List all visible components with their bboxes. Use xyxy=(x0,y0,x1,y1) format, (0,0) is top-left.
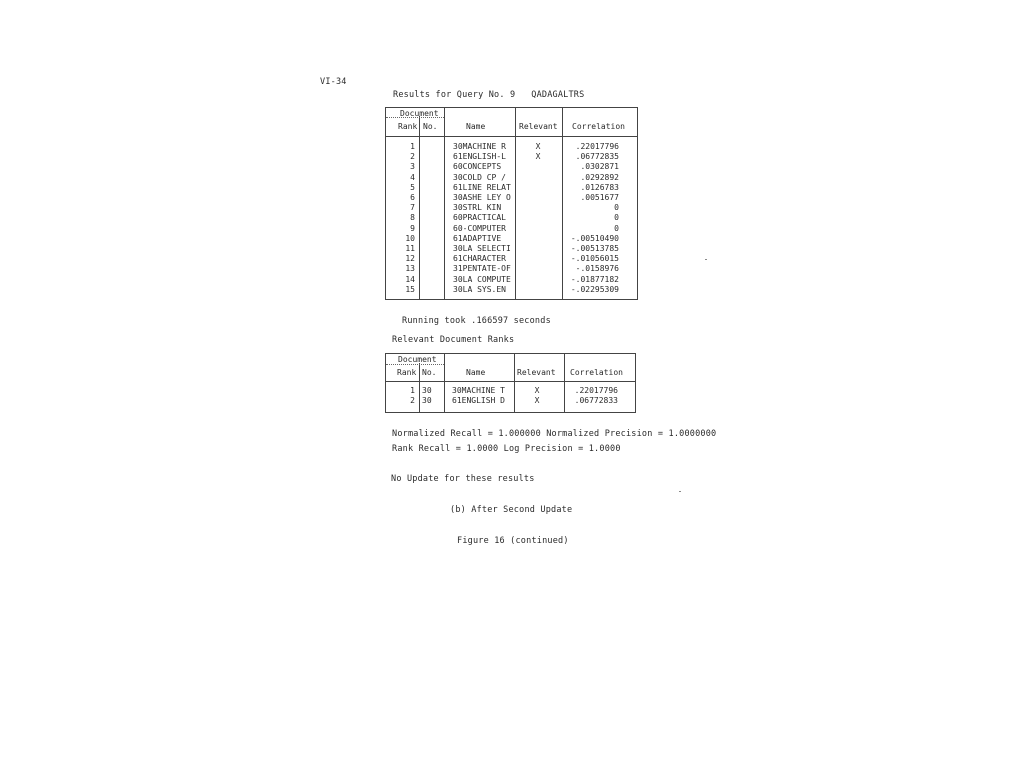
row-correlation: .22017796 xyxy=(574,386,618,395)
header-rank: Rank xyxy=(397,368,417,377)
relevant-table xyxy=(385,353,636,413)
row-correlation: -.0158976 xyxy=(575,264,619,274)
scan-speck xyxy=(679,491,681,492)
row-name: 61ADAPTIVE xyxy=(453,233,502,243)
row-rank: 1 xyxy=(410,142,415,151)
row-correlation: .22017796 xyxy=(575,142,619,151)
page-label: VI-34 xyxy=(320,77,347,87)
row-rank: 14 xyxy=(405,274,415,284)
query-code: QADAGALTRS xyxy=(531,90,585,100)
row-name: 61ENGLISH-L xyxy=(453,152,506,162)
row-correlation: 0 xyxy=(614,213,619,223)
row-rank: 2 xyxy=(410,396,415,405)
row-correlation: -.00510490 xyxy=(570,233,619,243)
scan-speck xyxy=(705,259,707,260)
row-correlation: -.02295309 xyxy=(570,284,619,294)
row-rank: 3 xyxy=(410,162,415,172)
no-update-note: No Update for these results xyxy=(391,474,535,484)
row-correlation: -.01056015 xyxy=(570,254,619,264)
row-rank: 9 xyxy=(410,223,415,233)
header-no: No. xyxy=(422,368,437,377)
row-name: 31PENTATE-OF xyxy=(453,264,511,274)
row-name: 30ASHE LEY O xyxy=(453,193,511,202)
row-rank: 6 xyxy=(410,193,415,202)
row-name: 30LA COMPUTE xyxy=(453,274,511,284)
row-correlation: .06772835 xyxy=(575,152,619,162)
row-name: 61CHARACTER xyxy=(453,254,506,264)
header-rank: Rank xyxy=(398,122,418,131)
row-rank: 15 xyxy=(405,284,415,294)
row-relevant: X xyxy=(534,386,540,395)
row-name: 30MACHINE R xyxy=(453,142,506,151)
row-relevant: X xyxy=(534,396,540,405)
header-name: Name xyxy=(466,368,486,377)
row-name: 30LA SELECTI xyxy=(453,244,511,253)
header-document: Document xyxy=(398,355,437,364)
header-correlation: Correlation xyxy=(572,122,625,131)
row-name: 60CONCEPTS xyxy=(453,162,502,172)
row-correlation: -.00513785 xyxy=(570,244,619,253)
row-correlation: .06772833 xyxy=(574,396,618,405)
header-name: Name xyxy=(466,122,486,131)
row-name: 30MACHINE T xyxy=(452,386,505,395)
header-relevant: Relevant xyxy=(517,368,556,377)
row-correlation: -.01877182 xyxy=(570,274,619,284)
results-table xyxy=(385,107,638,300)
row-rank: 8 xyxy=(410,213,415,223)
row-correlation: .0051677 xyxy=(580,193,619,202)
figure-caption: Figure 16 (continued) xyxy=(457,536,569,546)
row-correlation: .0292892 xyxy=(580,172,619,182)
query-title-text: Results for Query No. 9 xyxy=(393,90,516,100)
relevant-ranks-title: Relevant Document Ranks xyxy=(392,335,515,345)
row-rank: 5 xyxy=(410,182,415,192)
row-name: 30STRL KIN xyxy=(453,203,502,213)
row-name: 61ENGLISH D xyxy=(452,396,505,405)
normalized-metrics: Normalized Recall = 1.000000 Normalized Precision = 1.0000000 xyxy=(392,429,717,439)
rank-metrics: Rank Recall = 1.0000 Log Precision = 1.0000 xyxy=(392,444,621,454)
row-correlation: .0126783 xyxy=(580,182,619,192)
row-relevant: X xyxy=(535,152,541,162)
header-document: Document xyxy=(400,109,439,118)
row-rank: 7 xyxy=(410,203,415,213)
row-correlation: 0 xyxy=(614,223,619,233)
row-name: 61LINE RELAT xyxy=(453,182,511,192)
row-correlation: .0302871 xyxy=(580,162,619,172)
header-relevant: Relevant xyxy=(519,122,558,131)
row-rank: 1 xyxy=(410,386,415,395)
row-rank: 11 xyxy=(405,244,415,253)
row-name: 30COLD CP / xyxy=(453,172,506,182)
sub-caption: (b) After Second Update xyxy=(450,505,573,515)
row-name: 60-COMPUTER xyxy=(453,223,506,233)
row-rank: 13 xyxy=(405,264,415,274)
running-time: Running took .166597 seconds xyxy=(402,316,551,326)
row-name: 30LA SYS.EN xyxy=(453,284,506,294)
row-no: 30 xyxy=(422,396,432,405)
header-correlation: Correlation xyxy=(570,368,623,377)
header-no: No. xyxy=(423,122,438,131)
row-rank: 12 xyxy=(405,254,415,264)
row-rank: 10 xyxy=(405,233,415,243)
row-name: 60PRACTICAL xyxy=(453,213,506,223)
row-correlation: 0 xyxy=(614,203,619,213)
row-rank: 4 xyxy=(410,172,415,182)
row-relevant: X xyxy=(535,142,541,151)
row-rank: 2 xyxy=(410,152,415,162)
row-no: 30 xyxy=(422,386,432,395)
query-title xyxy=(393,90,584,100)
